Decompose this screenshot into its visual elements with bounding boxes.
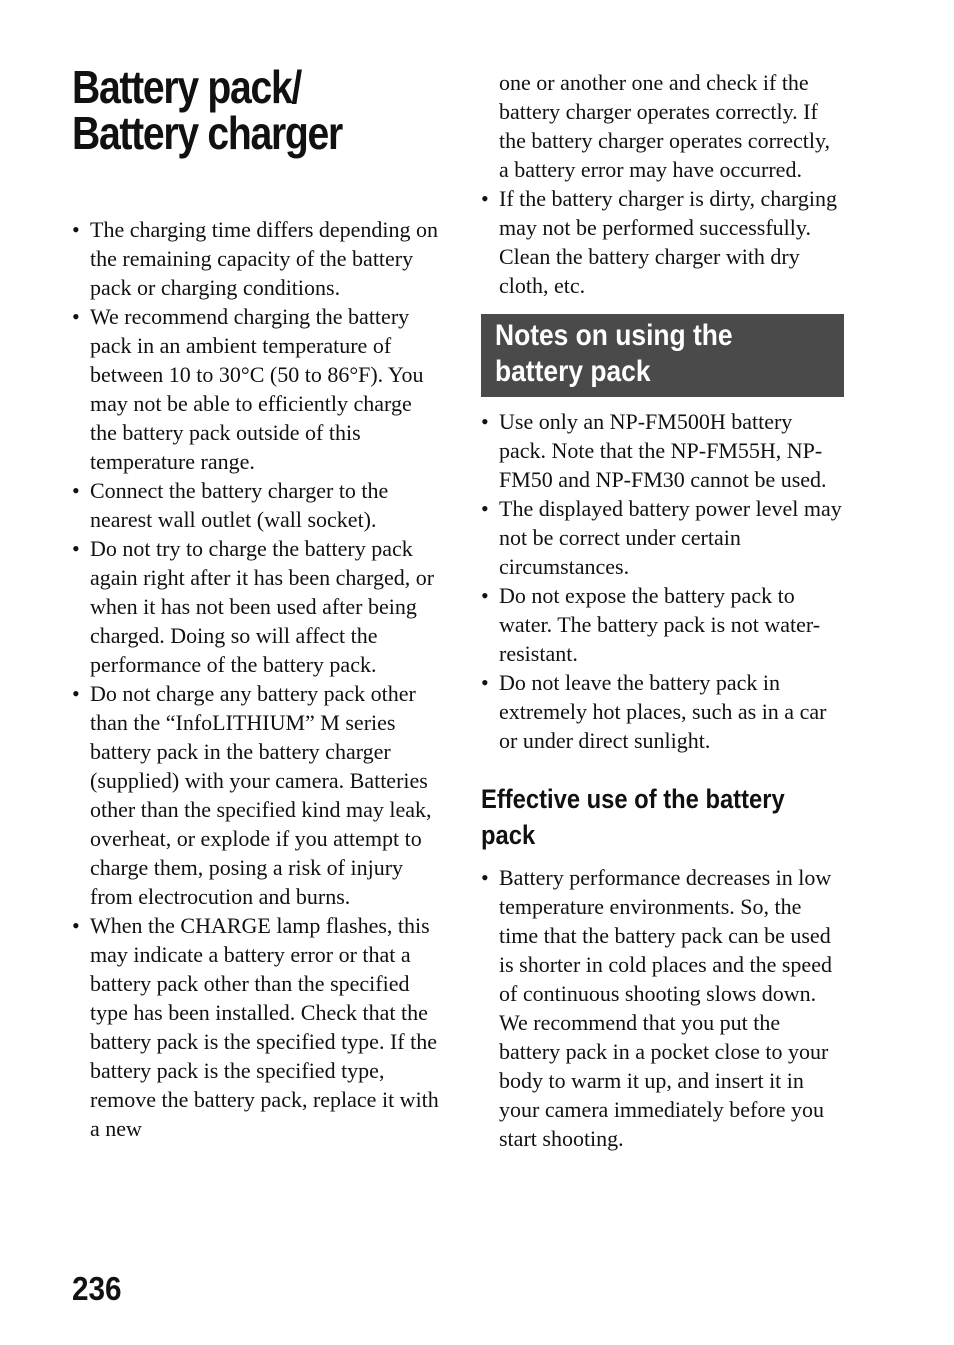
list-item: • Connect the battery charger to the nearest wall outlet (wall socket). — [72, 476, 442, 534]
charger-notes-list-continued — [481, 184, 844, 300]
battery-notes-list — [481, 407, 844, 755]
list-item: • Use only an NP-FM500H battery pack. Note that the NP-FM55H, NP-FM50 and NP-FM30 cannot be used. — [481, 407, 844, 494]
list-item: • Do not charge any battery pack other than the “InfoLITHIUM” M series battery pack in the battery charger (supplied) with your camera. Batteries other than the specified kind may leak, overheat, or explode if you attempt to charge them, posing a risk of injury from electrocution and burns. — [72, 679, 442, 911]
page-title-line-1: Battery pack/ — [72, 61, 302, 113]
list-item: • Do not leave the battery pack in extremely hot places, such as in a car or under direct sunlight. — [481, 668, 844, 755]
page-number: 236 — [72, 1270, 122, 1307]
list-item: • The charging time differs depending on the remaining capacity of the battery pack or charging conditions. — [72, 215, 442, 302]
list-item: • Battery performance decreases in low temperature environments. So, the time that the battery pack can be used is shorter in cold places and the speed of continuous shooting slows down. We recommend that you put the battery pack in a pocket close to your body to warm it up, and insert it in your camera immediately before you start shooting. — [481, 863, 844, 1153]
continued-paragraph: one or another one and check if the battery charger operates correctly. If the battery charger operates correctly, a battery error may have occurred. — [499, 70, 831, 182]
page-title-line-2: Battery charger — [72, 107, 342, 159]
right-column — [481, 68, 844, 1153]
subheading-line-1: Effective use of the battery — [481, 784, 785, 814]
list-item: • Do not expose the battery pack to water. The battery pack is not water-resistant. — [481, 581, 844, 668]
page-title — [72, 61, 342, 159]
subheading-effective-use — [481, 781, 844, 853]
list-item: • If the battery charger is dirty, charging may not be performed successfully. Clean the battery charger with dry cloth, etc. — [481, 184, 844, 300]
list-item: • We recommend charging the battery pack in an ambient temperature of between 10 to 30°C (50 to 86°F). You may not be able to efficiently charge the battery pack outside of this temperature range. — [72, 302, 442, 476]
section-header-line-2: battery pack — [495, 355, 651, 388]
list-item: • The displayed battery power level may not be correct under certain circumstances. — [481, 494, 844, 581]
list-item: • Do not try to charge the battery pack again right after it has been charged, or when it has not been used after being charged. Doing so will affect the performance of the battery pack. — [72, 534, 442, 679]
left-column — [72, 215, 442, 1143]
list-item: • When the CHARGE lamp flashes, this may indicate a battery error or that a battery pack other than the specified type has been installed. Check that the battery pack is the specified type. If the battery pack is the specified type, remove the battery pack, replace it with a new — [72, 911, 442, 1143]
subheading-line-2: pack — [481, 820, 536, 850]
effective-use-list — [481, 863, 844, 1153]
section-header-notes — [481, 314, 844, 397]
section-header-line-1: Notes on using the — [495, 319, 733, 352]
charger-notes-list — [72, 215, 442, 1143]
